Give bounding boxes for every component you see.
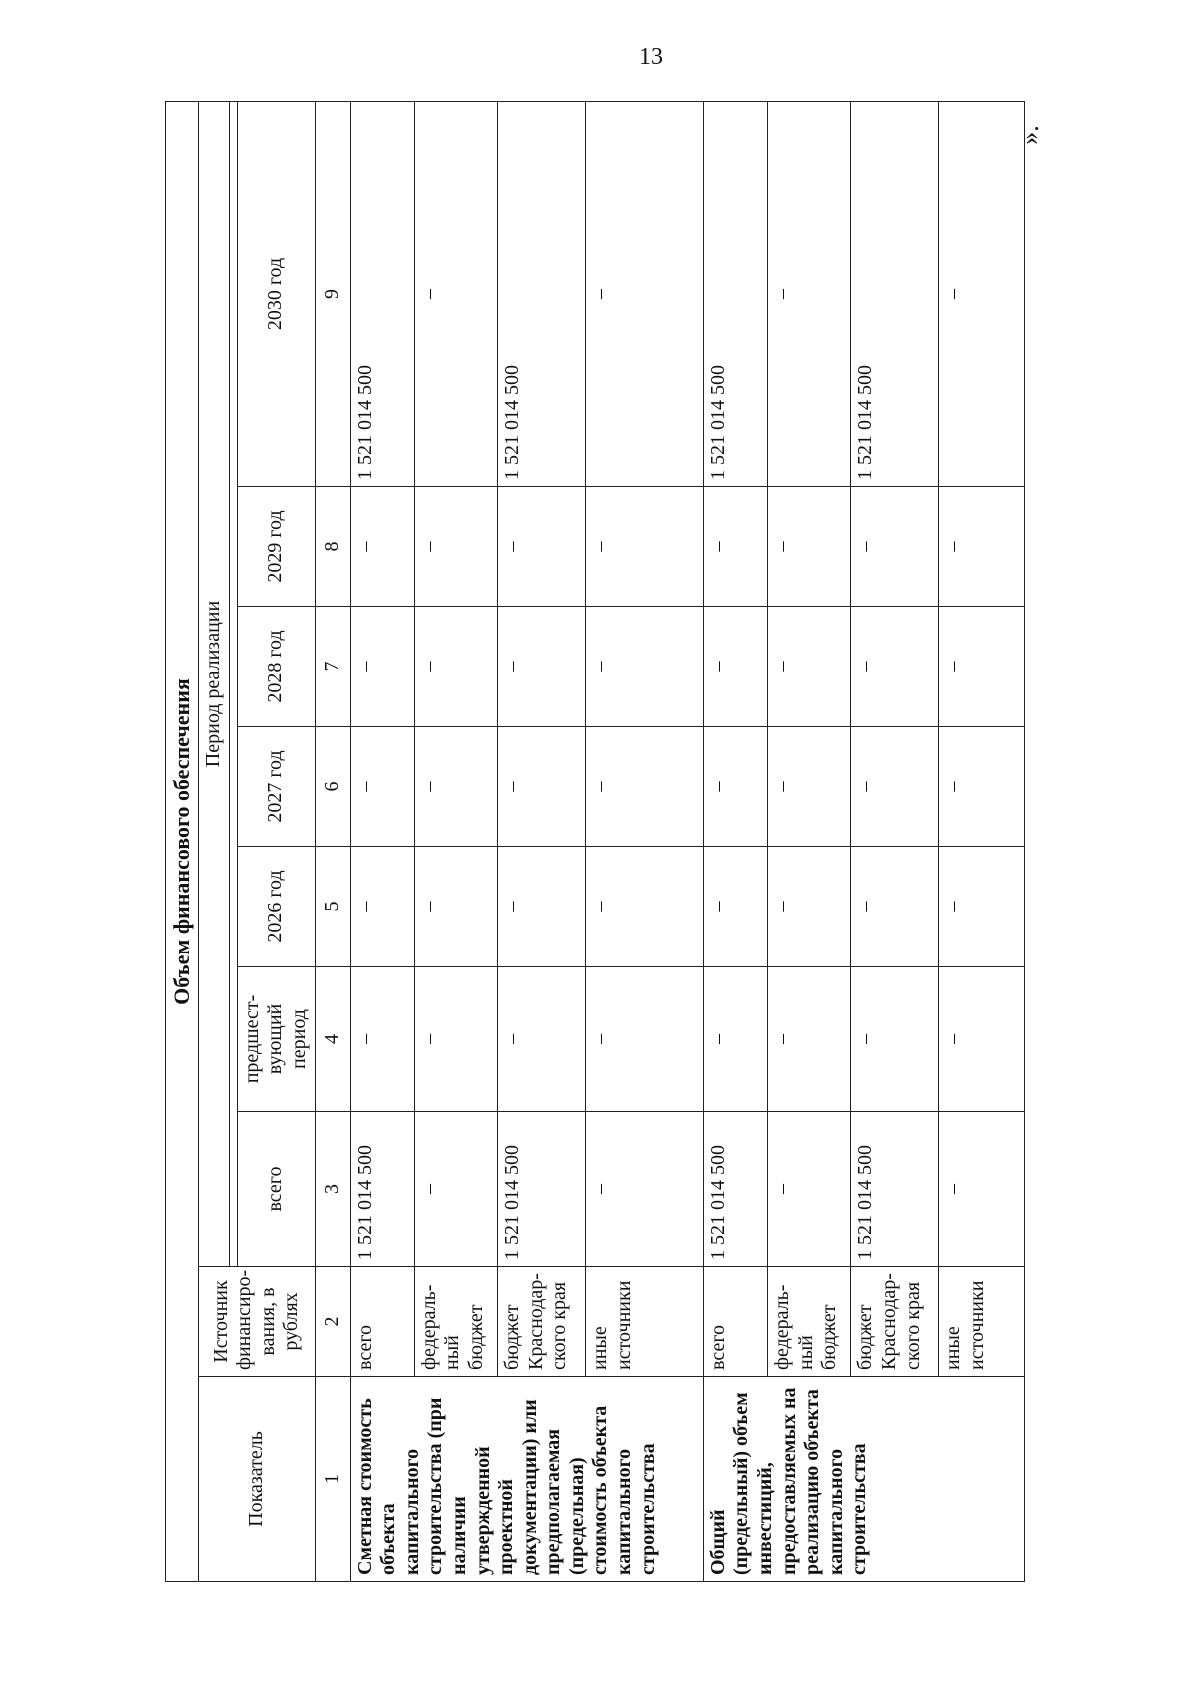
value-cell: –: [703, 487, 767, 607]
value-cell: 1 521 014 500: [703, 1112, 767, 1267]
value-cell: –: [703, 967, 767, 1112]
value-cell: –: [498, 487, 586, 607]
value-cell: –: [414, 727, 497, 847]
closing-quote: ».: [1014, 125, 1044, 145]
value-cell: –: [939, 487, 1025, 607]
value-cell: –: [414, 607, 497, 727]
header-indicator: Показатель: [198, 1377, 315, 1582]
value-cell: –: [768, 967, 851, 1112]
value-cell: –: [585, 1112, 703, 1267]
col-number: 5: [315, 847, 350, 967]
financing-table: [165, 101, 1025, 1582]
source-cell: всего: [703, 1267, 767, 1377]
source-cell: федераль-ный бюджет: [768, 1267, 851, 1377]
value-cell: –: [703, 727, 767, 847]
value-cell: 1 521 014 500: [350, 102, 414, 487]
header-source: Источник финансиро-вания, в рублях: [198, 1267, 315, 1377]
value-cell: –: [768, 607, 851, 727]
value-cell: –: [939, 727, 1025, 847]
col-number: 9: [315, 102, 350, 487]
indicator-total-investment: Общий (предельный) объем инвестиций, предоставляемых на реализацию объекта капитального строительства: [703, 1377, 1024, 1582]
header-prev-period: предшест-вующий период: [237, 967, 315, 1112]
value-cell: –: [414, 967, 497, 1112]
value-cell: –: [350, 727, 414, 847]
value-cell: 1 521 014 500: [851, 1112, 939, 1267]
col-number: 7: [315, 607, 350, 727]
value-cell: –: [851, 967, 939, 1112]
source-cell: федераль-ный бюджет: [414, 1267, 497, 1377]
value-cell: –: [851, 847, 939, 967]
col-number: 2: [315, 1267, 350, 1377]
value-cell: –: [498, 967, 586, 1112]
value-cell: –: [703, 847, 767, 967]
value-cell: –: [851, 487, 939, 607]
value-cell: –: [851, 607, 939, 727]
value-cell: –: [585, 727, 703, 847]
header-2029: 2029 год: [237, 487, 315, 607]
value-cell: –: [350, 607, 414, 727]
value-cell: –: [768, 487, 851, 607]
source-cell: всего: [350, 1267, 414, 1377]
value-cell: 1 521 014 500: [498, 1112, 586, 1267]
header-period-group: Период реализации: [198, 102, 229, 1267]
header-2026: 2026 год: [237, 847, 315, 967]
value-cell: 1 521 014 500: [350, 1112, 414, 1267]
value-cell: –: [498, 847, 586, 967]
value-cell: –: [498, 727, 586, 847]
value-cell: –: [585, 607, 703, 727]
value-cell: –: [350, 967, 414, 1112]
value-cell: 1 521 014 500: [851, 102, 939, 487]
header-total: всего: [237, 1112, 315, 1267]
value-cell: –: [768, 102, 851, 487]
value-cell: 1 521 014 500: [703, 102, 767, 487]
source-cell: бюджет Краснодар-ского края: [498, 1267, 586, 1377]
value-cell: –: [585, 487, 703, 607]
col-number: 4: [315, 967, 350, 1112]
value-cell: –: [585, 967, 703, 1112]
value-cell: –: [851, 727, 939, 847]
value-cell: –: [939, 1112, 1025, 1267]
value-cell: –: [768, 847, 851, 967]
value-cell: –: [414, 1112, 497, 1267]
source-cell: иные источники: [585, 1267, 703, 1377]
col-number: 1: [315, 1377, 350, 1582]
source-cell: иные источники: [939, 1267, 1025, 1377]
table-title: Объем финансового обеспечения: [166, 102, 199, 1582]
value-cell: –: [939, 607, 1025, 727]
value-cell: –: [939, 967, 1025, 1112]
header-2027: 2027 год: [237, 727, 315, 847]
page-number: 13: [639, 44, 663, 70]
value-cell: –: [350, 487, 414, 607]
value-cell: –: [585, 847, 703, 967]
source-cell: бюджет Краснодар-ского края: [851, 1267, 939, 1377]
value-cell: –: [939, 102, 1025, 487]
value-cell: –: [350, 847, 414, 967]
value-cell: –: [939, 847, 1025, 967]
value-cell: –: [768, 727, 851, 847]
value-cell: –: [414, 847, 497, 967]
value-cell: –: [414, 102, 497, 487]
value-cell: –: [768, 1112, 851, 1267]
col-number: 8: [315, 487, 350, 607]
value-cell: –: [585, 102, 703, 487]
value-cell: –: [414, 487, 497, 607]
header-2028: 2028 год: [237, 607, 315, 727]
value-cell: –: [498, 607, 586, 727]
value-cell: 1 521 014 500: [498, 102, 586, 487]
col-number: 6: [315, 727, 350, 847]
header-2030: 2030 год: [237, 102, 315, 487]
indicator-estimated-cost: Сметная стоимость объекта капитального строительства (при наличии утвержденной проектной документации) или предполагаемая (предельная) стоимость объекта капитального строительства: [350, 1377, 703, 1582]
col-number: 3: [315, 1112, 350, 1267]
rotated-table-container: [165, 102, 1025, 1582]
value-cell: –: [703, 607, 767, 727]
